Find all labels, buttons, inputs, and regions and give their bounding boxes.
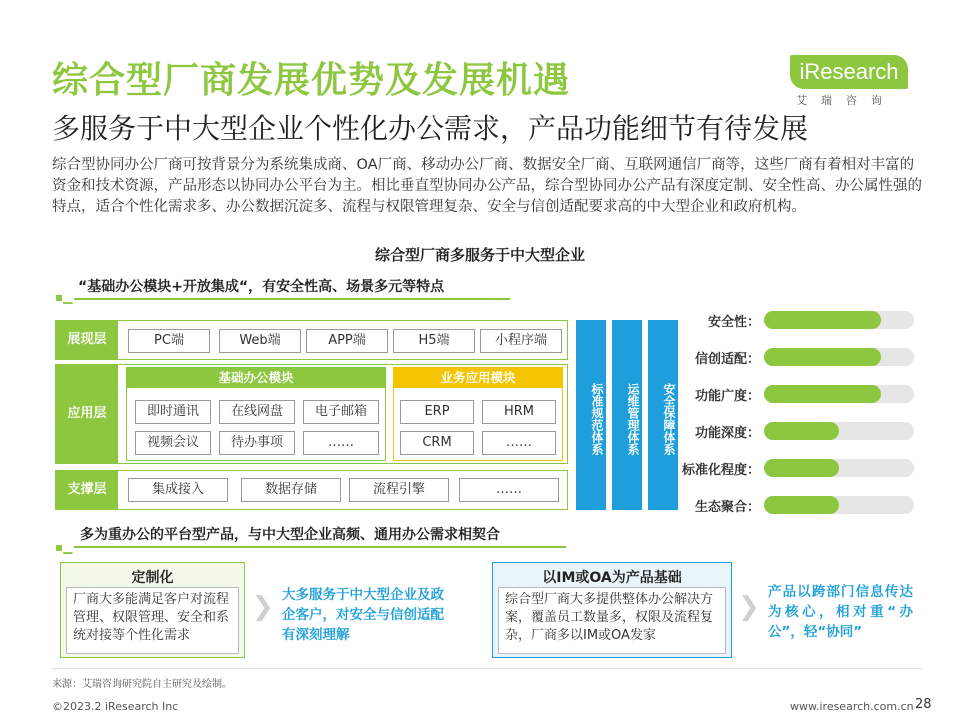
section2-heading: 多为重办公的平台型产品，与中大型企业高频、通用办公需求相契合 xyxy=(80,527,500,543)
business-module-item: …… xyxy=(482,431,556,455)
card-title: 定制化 xyxy=(131,570,174,586)
basic-module-item: 待办事项 xyxy=(219,431,295,455)
ratings-panel xyxy=(670,310,920,520)
pillar-security: 安全保障体系 xyxy=(648,320,678,510)
support-item: …… xyxy=(459,478,559,502)
display-item: 小程序端 xyxy=(480,329,562,353)
card-body: 综合型厂商大多提供整体办公解决方案，覆盖员工数量多，权限及流程复杂，厂商多以IM或OA发家 xyxy=(498,587,726,654)
basic-module-item: 视频会议 xyxy=(135,431,211,455)
section2-underline xyxy=(74,546,566,548)
section-marker-icon: ▪▁ xyxy=(55,290,73,304)
rating-track xyxy=(764,459,914,477)
business-module-heading: 业务应用模块 xyxy=(394,368,562,388)
rating-label: 标准化程度： xyxy=(681,463,760,478)
page-number: 28 xyxy=(915,697,932,712)
copyright: ©2023.2 iResearch Inc xyxy=(52,700,179,713)
rating-track xyxy=(764,348,914,366)
section-marker-icon: ▪▁ xyxy=(55,540,73,554)
rating-fill xyxy=(764,496,839,514)
source-note: 来源：艾瑞咨询研究院自主研究及绘制。 xyxy=(52,679,232,690)
rating-track xyxy=(764,422,914,440)
page-title: 综合型厂商发展优势及发展机遇 xyxy=(52,60,571,101)
page-subtitle: 多服务于中大型企业个性化办公需求，产品功能细节有待发展 xyxy=(52,112,809,145)
card-callout: 大多服务于中大型企业及政企客户，对安全与信创适配有深刻理解 xyxy=(282,587,444,643)
support-item: 集成接入 xyxy=(128,478,228,502)
business-module-group xyxy=(393,367,563,461)
rating-row xyxy=(670,347,920,369)
display-layer xyxy=(55,320,568,360)
basic-module-heading: 基础办公模块 xyxy=(127,368,385,388)
intro-paragraph: 综合型协同办公厂商可按背景分为系统集成商、OA厂商、移动办公厂商、数据安全厂商、互联网通信厂商等，这些厂商有着相对丰富的资金和技术资源，产品形态以协同办公平台为主。相比垂直型协同办公产品，综合型协同办公产品有深度定制、安全性高、办公属性强的特点，适合个性化需求多、办公数据沉淀多、流程与权限管理复杂、安全与信创适配要求高的中大型企业和政府机构。 xyxy=(52,157,922,215)
rating-track xyxy=(764,311,914,329)
rating-row xyxy=(670,384,920,406)
rating-row xyxy=(670,495,920,517)
card-callout: 产品以跨部门信息传达为核心，相对重“办公”，轻“协同” xyxy=(768,584,913,640)
rating-fill xyxy=(764,311,881,329)
rating-label: 安全性： xyxy=(707,315,760,330)
business-module-item: ERP xyxy=(400,400,474,424)
basic-module-item: …… xyxy=(303,431,379,455)
rating-fill xyxy=(764,385,881,403)
card-im-oa xyxy=(492,562,732,658)
footer-divider xyxy=(52,668,922,669)
rating-fill xyxy=(764,422,839,440)
website: www.iresearch.com.cn xyxy=(790,700,914,713)
display-item: H5端 xyxy=(393,329,475,353)
support-layer-label: 支撑层 xyxy=(56,471,118,509)
rating-fill xyxy=(764,348,881,366)
rating-row xyxy=(670,421,920,443)
rating-label: 生态聚合： xyxy=(694,500,760,515)
chevron-right-icon: ❯ xyxy=(738,592,760,622)
figure-title: 综合型厂商多服务于中大型企业 xyxy=(374,246,585,264)
business-module-item: HRM xyxy=(482,400,556,424)
support-item: 数据存储 xyxy=(241,478,341,502)
display-item: PC端 xyxy=(128,329,210,353)
application-layer xyxy=(55,364,568,464)
support-layer xyxy=(55,470,568,510)
chevron-right-icon: ❯ xyxy=(252,592,274,622)
rating-row xyxy=(670,458,920,480)
basic-module-item: 电子邮箱 xyxy=(303,400,379,424)
rating-label: 功能广度： xyxy=(694,389,760,404)
rating-track xyxy=(764,385,914,403)
card-body: 厂商大多能满足客户对流程管理、权限管理、安全和系统对接等个性化需求 xyxy=(66,587,239,654)
logo-subtext: 艾瑞咨询 xyxy=(796,94,896,107)
pillar-standards: 标准规范体系 xyxy=(576,320,606,510)
support-item: 流程引擎 xyxy=(349,478,449,502)
display-item: Web端 xyxy=(219,329,301,353)
card-customization xyxy=(60,562,245,658)
display-layer-label: 展现层 xyxy=(56,321,118,359)
rating-label: 功能深度： xyxy=(694,426,760,441)
rating-fill xyxy=(764,459,839,477)
rating-label: 信创适配： xyxy=(694,352,760,367)
iresearch-logo xyxy=(790,55,910,110)
section1-underline xyxy=(74,298,510,300)
card-title: 以IM或OA为产品基础 xyxy=(542,570,682,586)
display-item: APP端 xyxy=(306,329,388,353)
business-module-item: CRM xyxy=(400,431,474,455)
basic-module-group xyxy=(126,367,386,461)
basic-module-item: 即时通讯 xyxy=(135,400,211,424)
application-layer-label: 应用层 xyxy=(56,365,118,463)
section1-heading: “基础办公模块+开放集成“，有安全性高、场景多元等特点 xyxy=(78,279,445,295)
pillar-operations: 运维管理体系 xyxy=(612,320,642,510)
logo-mark: iResearch xyxy=(790,55,908,89)
rating-row xyxy=(670,310,920,332)
rating-track xyxy=(764,496,914,514)
basic-module-item: 在线网盘 xyxy=(219,400,295,424)
